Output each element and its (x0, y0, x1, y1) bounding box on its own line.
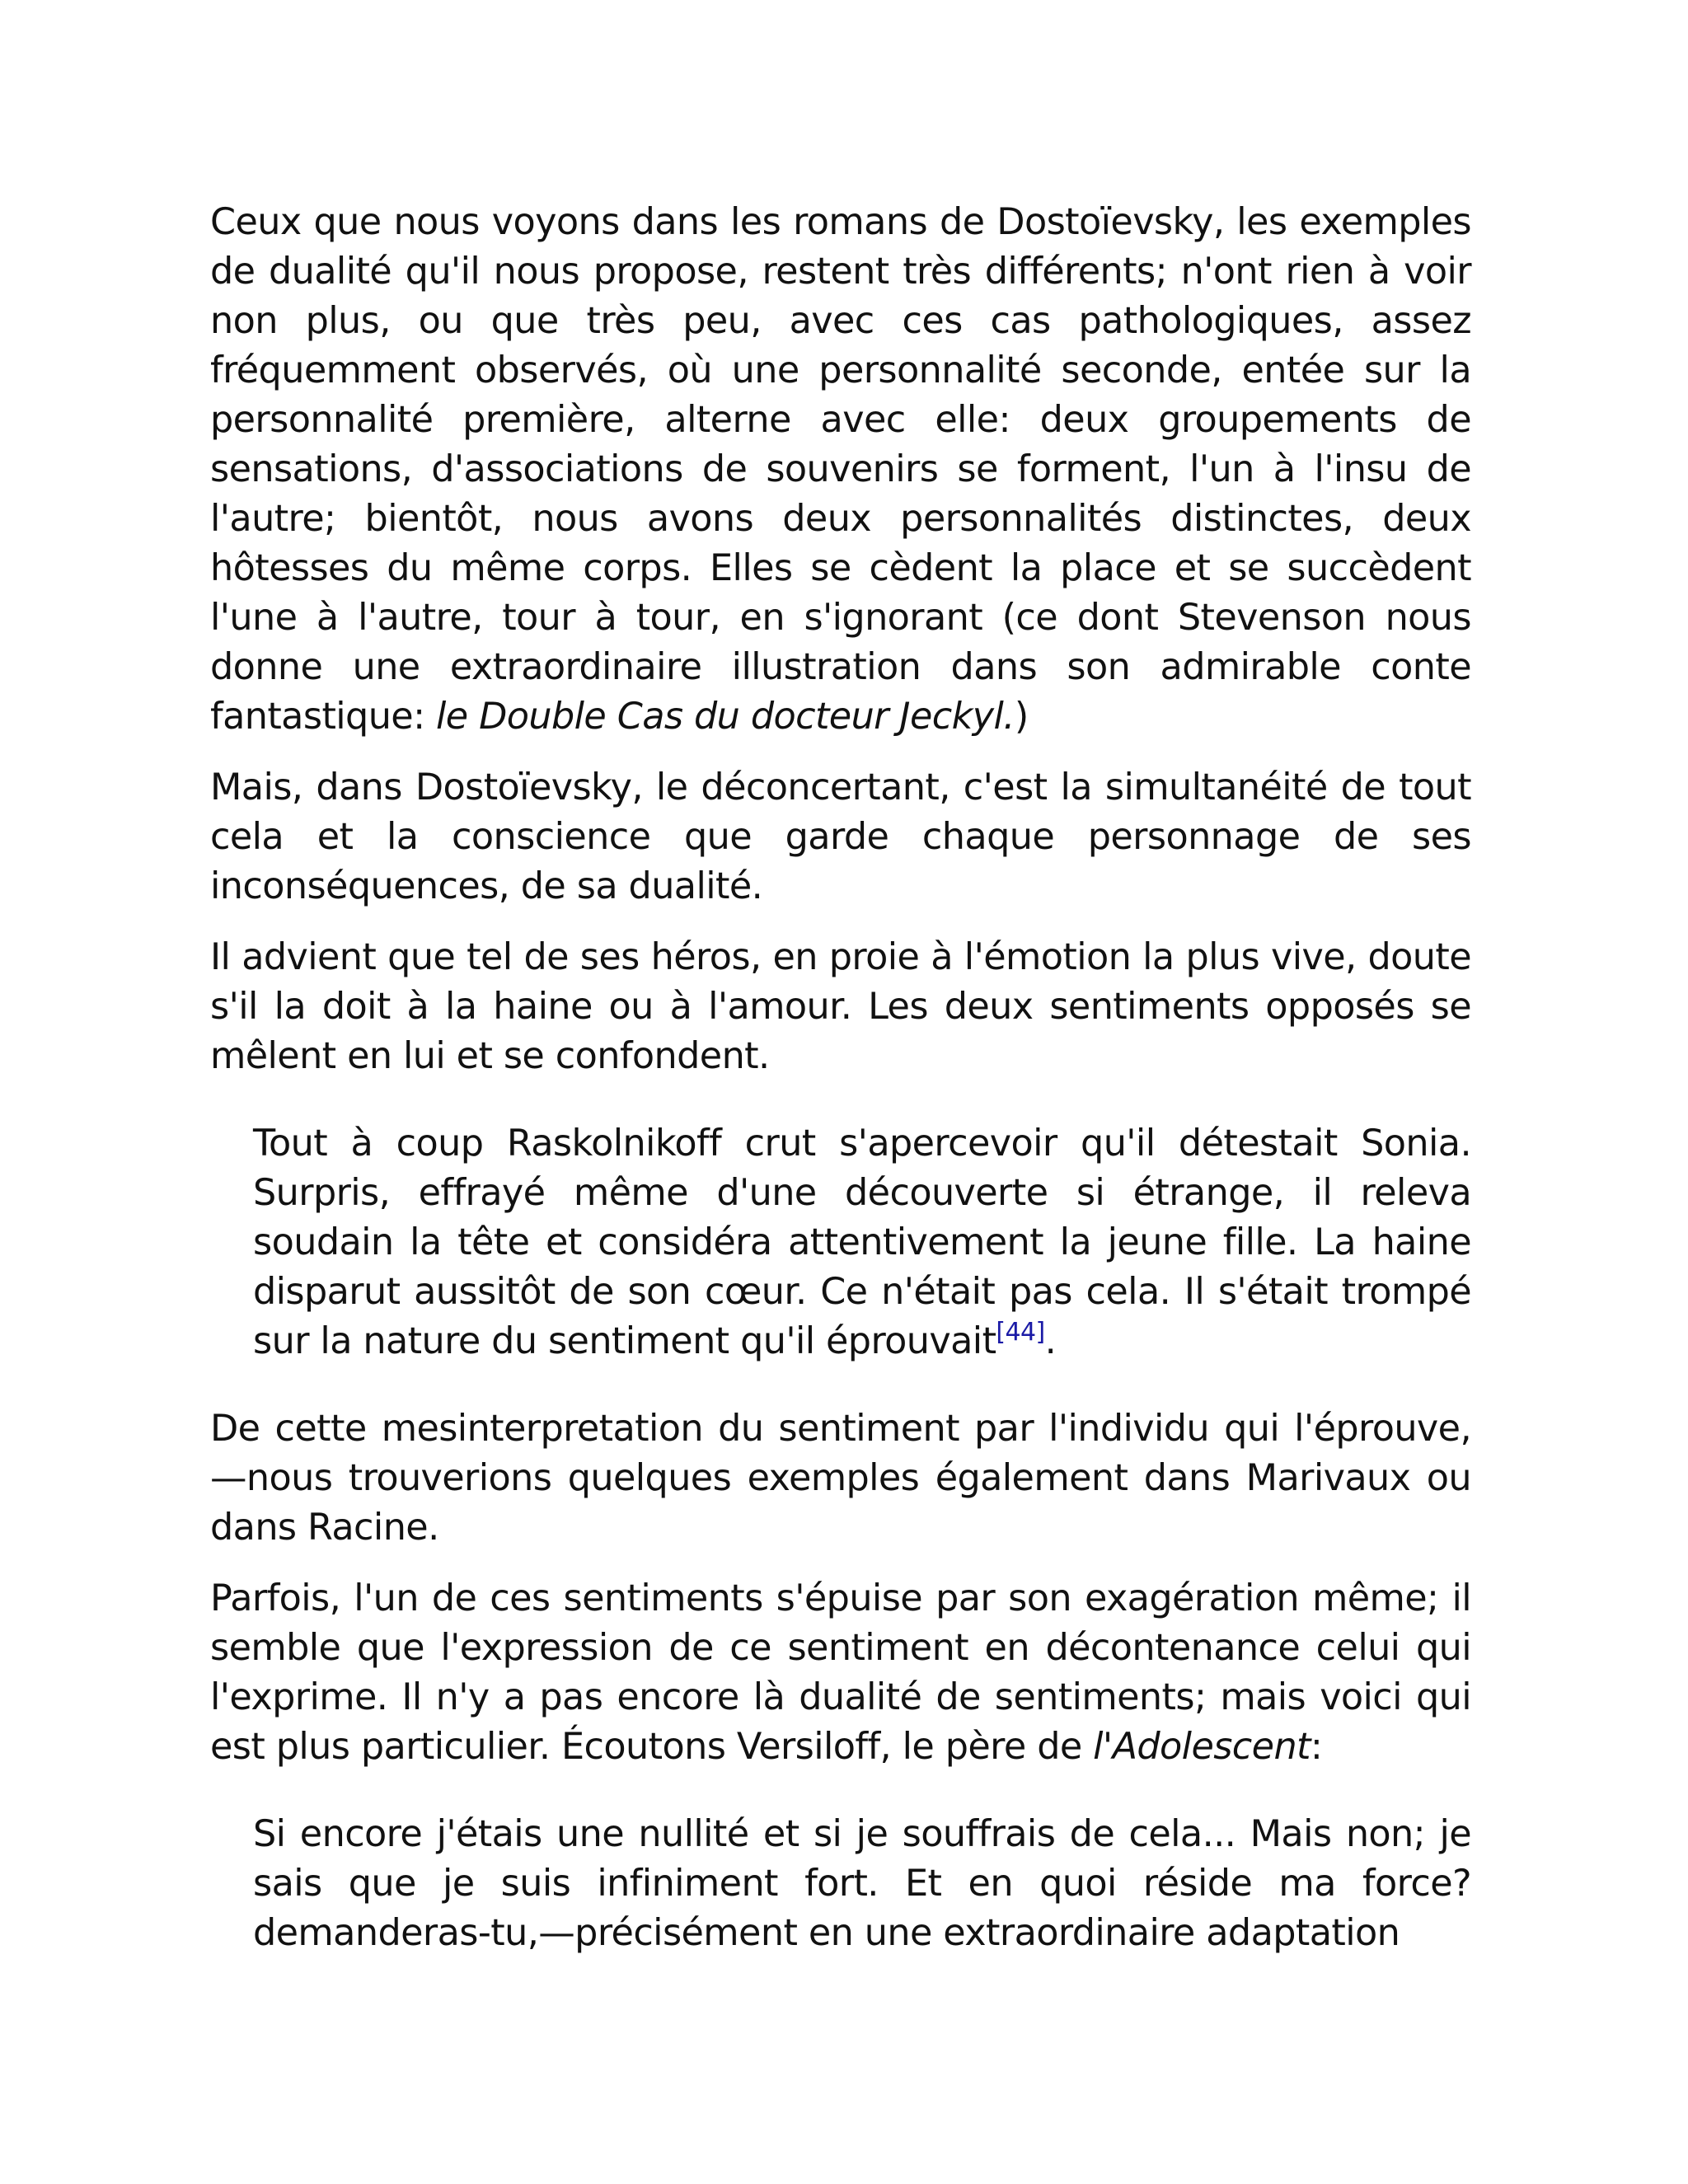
paragraph-dualite (210, 198, 1471, 742)
paragraph-dualite-end: ) (1014, 696, 1029, 738)
paragraph-versiloff-text: Parfois, l'un de ces sentiments s'épuise par son exagération même; il semble que l'expression de ce sentiment en décontenance celui qui l'exprime. Il n'y a pas encore là dualité de sentiments; mais voici qui est plus particulier. Écoutons Versiloff, le père de (210, 1577, 1471, 1768)
quote-raskolnikoff (210, 1119, 1471, 1366)
paragraph-haine-amour: Il advient que tel de ses héros, en proie à l'émotion la plus vive, doute s'il la doit à la haine ou à l'amour. Les deux sentiments opposés se mêlent en lui et se confondent. (210, 936, 1471, 1077)
quote-versiloff-text: Si encore j'étais une nullité et si je souffrais de cela... Mais non; je sais que je suis infiniment fort. Et en quoi réside ma force? demanderas-tu,—précisément en une extraordinaire adaptation (253, 1813, 1471, 1954)
paragraph-versiloff (210, 1574, 1471, 1772)
paragraph-mesinterpretation: De cette mesinterpretation du sentiment par l'individu qui l'éprouve,—nous trouverions quelques exemples également dans Marivaux ou dans Racine. (210, 1408, 1471, 1549)
quote-raskolnikoff-paragraph (253, 1119, 1471, 1366)
paragraph-versiloff-end: : (1310, 1726, 1323, 1768)
book-title-adolescent: l'Adolescent (1093, 1726, 1311, 1768)
paragraph-simultaneite: Mais, dans Dostoïevsky, le déconcertant, c'est la simultanéité de tout cela et la conscience que garde chaque personnage de ses inconséquences, de sa dualité. (210, 766, 1471, 907)
paragraph-dualite-text: Ceux que nous voyons dans les romans de Dostoïevsky, les exemples de dualité qu'il nous propose, restent très différents; n'ont rien à voir non plus, ou que très peu, avec ces cas pathologiques, assez fréquemment observés, où une personnalité seconde, entée sur la personnalité première, alterne avec elle: deux groupements de sensations, d'associations de souvenirs se forment, l'un à l'insu de l'autre; bientôt, nous avons deux personnalités distinctes, deux hôtesses du même corps. Elles se cèdent la place et se succèdent l'une à l'autre, tour à tour, en s'ignorant (ce dont Stevenson nous donne une extraordinaire illustration dans son admirable conte fantastique: (210, 201, 1471, 738)
document-page (210, 198, 1471, 1996)
quote-raskolnikoff-end: . (1044, 1320, 1057, 1362)
book-title-jeckyl: le Double Cas du docteur Jeckyl. (436, 696, 1015, 738)
footnote-link-44[interactable]: [44] (996, 1318, 1045, 1347)
quote-versiloff (210, 1810, 1471, 1958)
quote-raskolnikoff-text: Tout à coup Raskolnikoff crut s'apercevoir qu'il détestait Sonia. Surpris, effrayé même d'une découverte si étrange, il releva soudain la tête et considéra attentivement la jeune fille. La haine disparut aussitôt de son cœur. Ce n'était pas cela. Il s'était trompé sur la nature du sentiment qu'il éprouvait (253, 1122, 1471, 1362)
